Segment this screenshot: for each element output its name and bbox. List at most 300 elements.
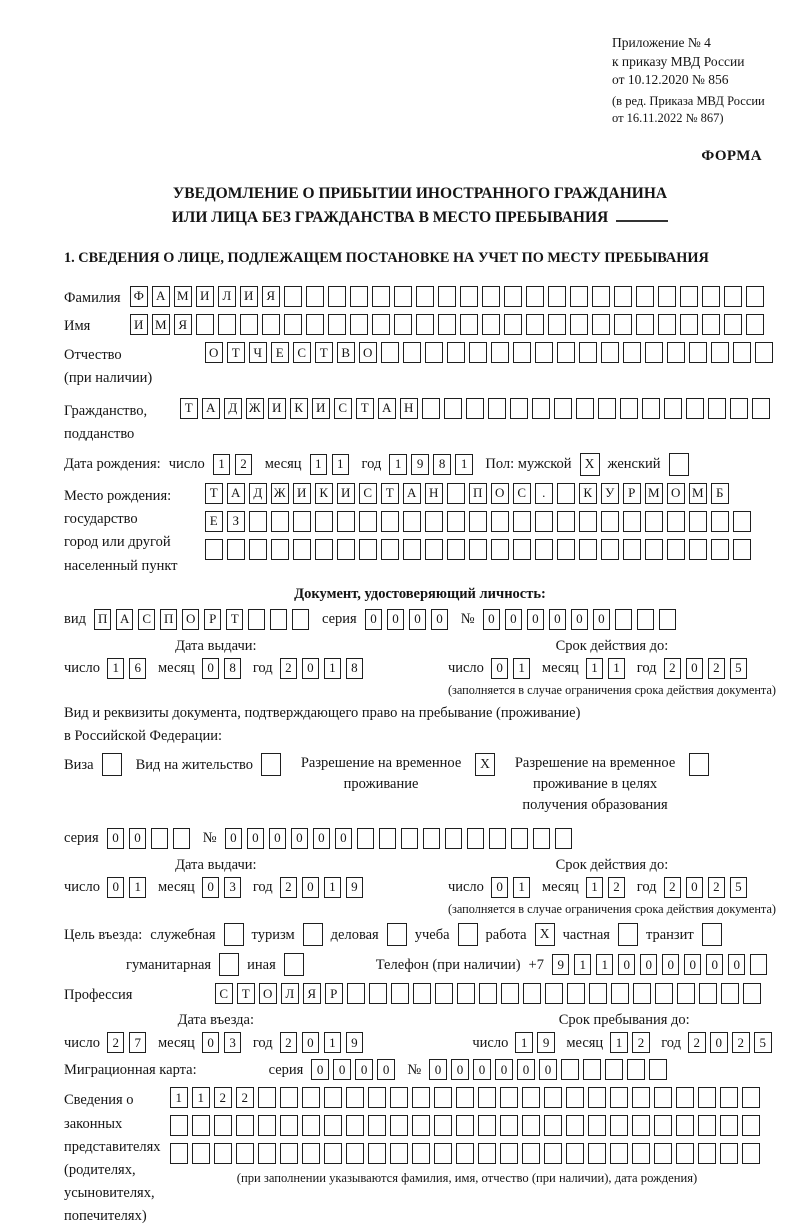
char-cell[interactable] [680,314,698,335]
char-cell[interactable] [346,1143,364,1164]
char-cell[interactable] [403,539,421,560]
char-cell[interactable] [588,1115,606,1136]
char-cell[interactable] [645,511,663,532]
char-cell[interactable] [667,342,685,363]
char-cell[interactable] [557,511,575,532]
char-cell[interactable] [579,511,597,532]
char-cell[interactable] [636,314,654,335]
char-cell[interactable]: 1 [213,454,231,475]
char-cell[interactable] [205,539,223,560]
char-cell[interactable] [192,1143,210,1164]
char-cell[interactable] [391,983,409,1004]
char-cell[interactable]: 0 [491,658,509,679]
char-cell[interactable] [403,511,421,532]
char-cell[interactable] [346,1087,364,1108]
char-cell[interactable]: С [293,342,311,363]
char-cell[interactable] [743,983,761,1004]
char-cell[interactable] [359,511,377,532]
purpose-official-checkbox[interactable] [224,923,244,946]
char-cell[interactable] [280,1087,298,1108]
char-cell[interactable] [592,286,610,307]
char-cell[interactable] [394,286,412,307]
char-cell[interactable] [401,828,419,849]
char-cell[interactable]: У [601,483,619,504]
char-cell[interactable] [611,983,629,1004]
char-cell[interactable] [733,342,751,363]
char-cell[interactable] [555,828,573,849]
char-cell[interactable] [258,1087,276,1108]
char-cell[interactable]: 2 [280,1032,298,1053]
char-cell[interactable] [258,1143,276,1164]
char-cell[interactable] [526,314,544,335]
char-cell[interactable] [654,1143,672,1164]
char-cell[interactable]: Я [174,314,192,335]
char-cell[interactable]: 0 [710,1032,728,1053]
char-cell[interactable]: 0 [225,828,243,849]
char-cell[interactable] [412,1143,430,1164]
char-cell[interactable]: А [227,483,245,504]
char-cell[interactable] [513,342,531,363]
char-cell[interactable] [390,1087,408,1108]
char-cell[interactable] [544,1087,562,1108]
purpose-study-checkbox[interactable] [458,923,478,946]
char-cell[interactable]: 0 [549,609,567,630]
char-cell[interactable] [698,1143,716,1164]
char-cell[interactable] [491,539,509,560]
char-cell[interactable] [434,1087,452,1108]
char-cell[interactable] [372,286,390,307]
char-cell[interactable] [151,828,169,849]
char-cell[interactable] [711,539,729,560]
char-cell[interactable]: 1 [608,658,626,679]
char-cell[interactable] [567,983,585,1004]
char-cell[interactable] [240,314,258,335]
char-cell[interactable] [720,1115,738,1136]
char-cell[interactable] [730,398,748,419]
char-cell[interactable] [302,1087,320,1108]
char-cell[interactable] [566,1087,584,1108]
char-cell[interactable]: 2 [235,454,253,475]
char-cell[interactable]: 1 [515,1032,533,1053]
char-cell[interactable]: С [138,609,156,630]
char-cell[interactable]: 0 [377,1059,395,1080]
char-cell[interactable] [677,983,695,1004]
char-cell[interactable] [711,511,729,532]
char-cell[interactable]: Р [204,609,222,630]
char-cell[interactable] [489,828,507,849]
char-cell[interactable]: В [337,342,355,363]
char-cell[interactable]: 1 [513,658,531,679]
char-cell[interactable] [614,314,632,335]
char-cell[interactable] [478,1115,496,1136]
char-cell[interactable]: 1 [192,1087,210,1108]
char-cell[interactable]: 2 [280,877,298,898]
purpose-business-checkbox[interactable] [387,923,407,946]
char-cell[interactable]: 2 [664,877,682,898]
char-cell[interactable]: 0 [313,828,331,849]
char-cell[interactable] [557,342,575,363]
char-cell[interactable]: Л [218,286,236,307]
char-cell[interactable] [390,1143,408,1164]
char-cell[interactable]: 1 [332,454,350,475]
char-cell[interactable]: Р [623,483,641,504]
char-cell[interactable]: 2 [708,877,726,898]
char-cell[interactable] [513,539,531,560]
char-cell[interactable]: К [290,398,308,419]
char-cell[interactable] [522,1115,540,1136]
char-cell[interactable] [724,314,742,335]
char-cell[interactable] [280,1143,298,1164]
char-cell[interactable]: Н [400,398,418,419]
char-cell[interactable] [610,1087,628,1108]
char-cell[interactable]: 9 [346,877,364,898]
char-cell[interactable]: 0 [202,658,220,679]
char-cell[interactable]: 2 [608,877,626,898]
char-cell[interactable]: 1 [324,877,342,898]
char-cell[interactable]: С [359,483,377,504]
char-cell[interactable]: 0 [686,877,704,898]
char-cell[interactable]: 3 [224,877,242,898]
char-cell[interactable]: 0 [387,609,405,630]
char-cell[interactable]: М [152,314,170,335]
char-cell[interactable]: Ж [271,483,289,504]
char-cell[interactable]: 9 [411,454,429,475]
char-cell[interactable] [369,983,387,1004]
char-cell[interactable] [438,314,456,335]
char-cell[interactable] [667,539,685,560]
char-cell[interactable] [579,342,597,363]
char-cell[interactable]: 1 [586,877,604,898]
char-cell[interactable] [236,1143,254,1164]
char-cell[interactable] [588,1087,606,1108]
char-cell[interactable]: И [268,398,286,419]
char-cell[interactable]: 0 [302,877,320,898]
char-cell[interactable] [324,1143,342,1164]
char-cell[interactable] [605,1059,623,1080]
char-cell[interactable]: 0 [473,1059,491,1080]
char-cell[interactable]: Т [381,483,399,504]
char-cell[interactable] [532,398,550,419]
char-cell[interactable] [654,1087,672,1108]
residence-permit-checkbox[interactable] [261,753,281,776]
char-cell[interactable] [328,286,346,307]
char-cell[interactable] [302,1143,320,1164]
char-cell[interactable]: . [535,483,553,504]
char-cell[interactable] [601,342,619,363]
char-cell[interactable] [504,286,522,307]
char-cell[interactable]: 2 [708,658,726,679]
char-cell[interactable]: 8 [346,658,364,679]
char-cell[interactable] [676,1087,694,1108]
char-cell[interactable]: 5 [754,1032,772,1053]
char-cell[interactable] [535,511,553,532]
char-cell[interactable] [460,286,478,307]
char-cell[interactable] [557,483,575,504]
purpose-other-checkbox[interactable] [284,953,304,976]
char-cell[interactable] [460,314,478,335]
char-cell[interactable]: 9 [537,1032,555,1053]
char-cell[interactable] [434,1143,452,1164]
char-cell[interactable] [293,539,311,560]
char-cell[interactable] [522,1087,540,1108]
char-cell[interactable]: Т [227,342,245,363]
char-cell[interactable] [423,828,441,849]
char-cell[interactable] [548,314,566,335]
char-cell[interactable] [324,1115,342,1136]
char-cell[interactable] [579,539,597,560]
sex-male-checkbox[interactable]: X [580,453,600,476]
char-cell[interactable]: С [334,398,352,419]
char-cell[interactable]: 1 [586,658,604,679]
char-cell[interactable] [284,286,302,307]
char-cell[interactable] [284,314,302,335]
char-cell[interactable] [249,511,267,532]
char-cell[interactable]: П [94,609,112,630]
char-cell[interactable] [557,539,575,560]
char-cell[interactable]: И [130,314,148,335]
char-cell[interactable] [733,539,751,560]
char-cell[interactable] [466,398,484,419]
char-cell[interactable] [469,342,487,363]
purpose-work-checkbox[interactable]: X [535,923,555,946]
char-cell[interactable] [698,1087,716,1108]
char-cell[interactable]: 0 [107,877,125,898]
char-cell[interactable] [632,1087,650,1108]
char-cell[interactable]: 0 [483,609,501,630]
char-cell[interactable] [500,1143,518,1164]
char-cell[interactable]: Е [271,342,289,363]
char-cell[interactable] [381,342,399,363]
char-cell[interactable]: 0 [107,828,125,849]
char-cell[interactable]: 1 [389,454,407,475]
char-cell[interactable]: 0 [505,609,523,630]
char-cell[interactable] [526,286,544,307]
char-cell[interactable] [403,342,421,363]
char-cell[interactable]: Т [180,398,198,419]
char-cell[interactable] [570,314,588,335]
char-cell[interactable]: И [293,483,311,504]
char-cell[interactable] [381,539,399,560]
char-cell[interactable] [350,286,368,307]
purpose-humanitarian-checkbox[interactable] [219,953,239,976]
char-cell[interactable] [570,286,588,307]
char-cell[interactable] [456,1115,474,1136]
char-cell[interactable] [664,398,682,419]
char-cell[interactable] [721,983,739,1004]
char-cell[interactable] [368,1143,386,1164]
char-cell[interactable]: 0 [333,1059,351,1080]
char-cell[interactable] [610,1143,628,1164]
char-cell[interactable]: 0 [684,954,702,975]
char-cell[interactable]: О [205,342,223,363]
char-cell[interactable] [742,1087,760,1108]
char-cell[interactable] [359,539,377,560]
char-cell[interactable]: 2 [236,1087,254,1108]
char-cell[interactable]: Н [425,483,443,504]
char-cell[interactable]: 0 [335,828,353,849]
char-cell[interactable] [589,983,607,1004]
char-cell[interactable] [192,1115,210,1136]
char-cell[interactable]: А [152,286,170,307]
char-cell[interactable]: 0 [640,954,658,975]
char-cell[interactable]: 5 [730,877,748,898]
char-cell[interactable] [566,1143,584,1164]
char-cell[interactable]: 0 [517,1059,535,1080]
char-cell[interactable] [416,314,434,335]
char-cell[interactable]: И [196,286,214,307]
char-cell[interactable] [522,1143,540,1164]
char-cell[interactable] [752,398,770,419]
char-cell[interactable] [583,1059,601,1080]
char-cell[interactable]: 0 [618,954,636,975]
char-cell[interactable] [632,1143,650,1164]
char-cell[interactable] [544,1143,562,1164]
char-cell[interactable]: 1 [574,954,592,975]
char-cell[interactable]: Ч [249,342,267,363]
char-cell[interactable] [170,1143,188,1164]
char-cell[interactable]: О [359,342,377,363]
char-cell[interactable] [746,314,764,335]
char-cell[interactable] [633,983,651,1004]
char-cell[interactable]: Е [205,511,223,532]
char-cell[interactable]: Д [224,398,242,419]
temporary-residence-education-checkbox[interactable] [689,753,709,776]
char-cell[interactable]: С [513,483,531,504]
char-cell[interactable] [750,954,768,975]
char-cell[interactable] [346,1115,364,1136]
char-cell[interactable] [588,1143,606,1164]
char-cell[interactable] [655,983,673,1004]
char-cell[interactable] [689,342,707,363]
char-cell[interactable] [699,983,717,1004]
char-cell[interactable]: 6 [129,658,147,679]
char-cell[interactable] [676,1115,694,1136]
char-cell[interactable]: М [689,483,707,504]
char-cell[interactable] [478,1143,496,1164]
char-cell[interactable] [416,286,434,307]
char-cell[interactable] [456,1143,474,1164]
char-cell[interactable] [535,342,553,363]
char-cell[interactable] [372,314,390,335]
char-cell[interactable] [488,398,506,419]
char-cell[interactable]: Т [356,398,374,419]
char-cell[interactable]: 0 [706,954,724,975]
char-cell[interactable]: 1 [513,877,531,898]
char-cell[interactable] [390,1115,408,1136]
char-cell[interactable]: 0 [728,954,746,975]
char-cell[interactable] [702,286,720,307]
char-cell[interactable] [280,1115,298,1136]
char-cell[interactable]: 0 [495,1059,513,1080]
char-cell[interactable] [379,828,397,849]
char-cell[interactable] [535,539,553,560]
char-cell[interactable] [755,342,773,363]
char-cell[interactable] [733,511,751,532]
char-cell[interactable] [315,511,333,532]
char-cell[interactable] [469,539,487,560]
char-cell[interactable]: 1 [324,1032,342,1053]
char-cell[interactable] [457,983,475,1004]
char-cell[interactable]: 0 [269,828,287,849]
char-cell[interactable]: 0 [202,1032,220,1053]
char-cell[interactable]: И [337,483,355,504]
char-cell[interactable] [479,983,497,1004]
char-cell[interactable]: О [182,609,200,630]
char-cell[interactable] [447,483,465,504]
char-cell[interactable]: 0 [571,609,589,630]
char-cell[interactable]: 0 [451,1059,469,1080]
char-cell[interactable]: 1 [310,454,328,475]
char-cell[interactable] [435,983,453,1004]
char-cell[interactable] [482,286,500,307]
char-cell[interactable]: 2 [280,658,298,679]
char-cell[interactable] [510,398,528,419]
char-cell[interactable] [196,314,214,335]
purpose-transit-checkbox[interactable] [702,923,722,946]
char-cell[interactable]: 0 [431,609,449,630]
char-cell[interactable] [306,314,324,335]
char-cell[interactable]: 7 [129,1032,147,1053]
char-cell[interactable] [412,1115,430,1136]
char-cell[interactable] [214,1143,232,1164]
char-cell[interactable] [636,286,654,307]
char-cell[interactable]: К [315,483,333,504]
char-cell[interactable] [720,1087,738,1108]
char-cell[interactable] [271,539,289,560]
char-cell[interactable]: 0 [247,828,265,849]
char-cell[interactable]: Б [711,483,729,504]
char-cell[interactable]: И [240,286,258,307]
char-cell[interactable]: 9 [552,954,570,975]
sex-female-checkbox[interactable] [669,453,689,476]
char-cell[interactable]: Т [226,609,244,630]
char-cell[interactable] [615,609,633,630]
char-cell[interactable]: 5 [730,658,748,679]
char-cell[interactable] [478,1087,496,1108]
char-cell[interactable] [676,1143,694,1164]
char-cell[interactable] [623,342,641,363]
char-cell[interactable] [658,314,676,335]
char-cell[interactable]: Т [205,483,223,504]
char-cell[interactable] [491,511,509,532]
char-cell[interactable] [482,314,500,335]
char-cell[interactable] [170,1115,188,1136]
char-cell[interactable] [659,609,677,630]
char-cell[interactable] [412,1087,430,1108]
char-cell[interactable] [645,342,663,363]
char-cell[interactable]: 2 [107,1032,125,1053]
char-cell[interactable] [746,286,764,307]
char-cell[interactable]: 2 [632,1032,650,1053]
char-cell[interactable] [425,342,443,363]
char-cell[interactable] [368,1115,386,1136]
char-cell[interactable] [302,1115,320,1136]
char-cell[interactable]: 1 [129,877,147,898]
char-cell[interactable]: И [312,398,330,419]
char-cell[interactable]: 0 [355,1059,373,1080]
char-cell[interactable]: 0 [202,877,220,898]
char-cell[interactable] [623,539,641,560]
char-cell[interactable]: 1 [610,1032,628,1053]
char-cell[interactable] [720,1143,738,1164]
char-cell[interactable]: Д [249,483,267,504]
char-cell[interactable] [456,1087,474,1108]
char-cell[interactable] [645,539,663,560]
char-cell[interactable]: 2 [732,1032,750,1053]
char-cell[interactable] [627,1059,645,1080]
char-cell[interactable] [422,398,440,419]
char-cell[interactable] [248,609,266,630]
